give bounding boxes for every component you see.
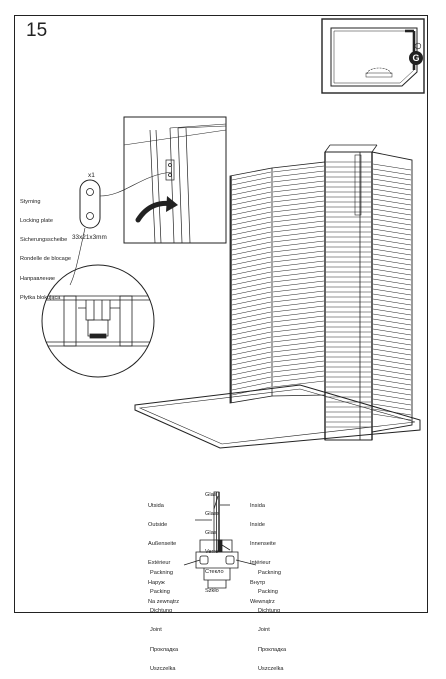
glass-label: Стекло [205,568,224,575]
label-packing-left [150,557,178,679]
outside-label: Наруж [148,579,165,586]
packing-label: Uszczelka [150,665,176,672]
outside-label: Utsida [148,502,164,509]
packing-label: Dichtung [258,608,281,615]
top-detail [124,117,226,243]
outside-label: Extérieur [148,560,171,567]
inside-label: Insida [250,502,265,509]
packing-label: Uszczelka [258,665,284,672]
step-number: 15 [26,20,48,41]
packing-label: Dichtung [150,608,173,615]
hardware-name: Rondelle de blocage [20,256,72,263]
locking-plate [80,180,100,228]
packing-label: Packing [150,589,170,596]
glass-label: Verre [205,549,219,556]
label-glass [205,479,224,601]
packing-label: Joint [150,627,162,634]
location-badge-letter: G [412,53,420,63]
inside-label: Wewnątrz [250,598,275,605]
hardware-quantity: x1 [88,172,95,179]
outside-label: Outside [148,522,168,529]
inside-label: Innenseite [250,541,276,548]
hardware-name: Styrning [20,198,41,205]
hardware-name: Locking plate [20,218,53,225]
packing-label: Packing [258,589,278,596]
hardware-name: Płytka blokująca [20,294,61,301]
hardware-dimension: 33x21x3mm [72,234,107,241]
label-packing-right [258,557,286,679]
hardware-name: Sicherungsscheibe [20,237,68,244]
packing-label: Packning [258,569,282,576]
packing-label: Прокладка [150,646,179,653]
inside-label: Внутр [250,579,266,586]
location-badge [409,51,423,65]
hardware-names [20,186,71,308]
glass-label: Glass [205,511,220,518]
glass-label: Glas [205,530,217,537]
outside-label: Außenseite [148,541,177,548]
glass-label: Szkło [205,587,219,594]
packing-label: Joint [258,627,270,634]
glass-label: Glas [205,491,217,498]
packing-label: Прокладка [258,646,287,653]
glass-slats [232,162,411,427]
inside-label: Intérieur [250,560,271,567]
packing-label: Packning [150,569,174,576]
inside-label: Inside [250,522,265,529]
outside-label: Na zewnątrz [148,598,180,605]
hardware-name: Направление [20,275,55,282]
